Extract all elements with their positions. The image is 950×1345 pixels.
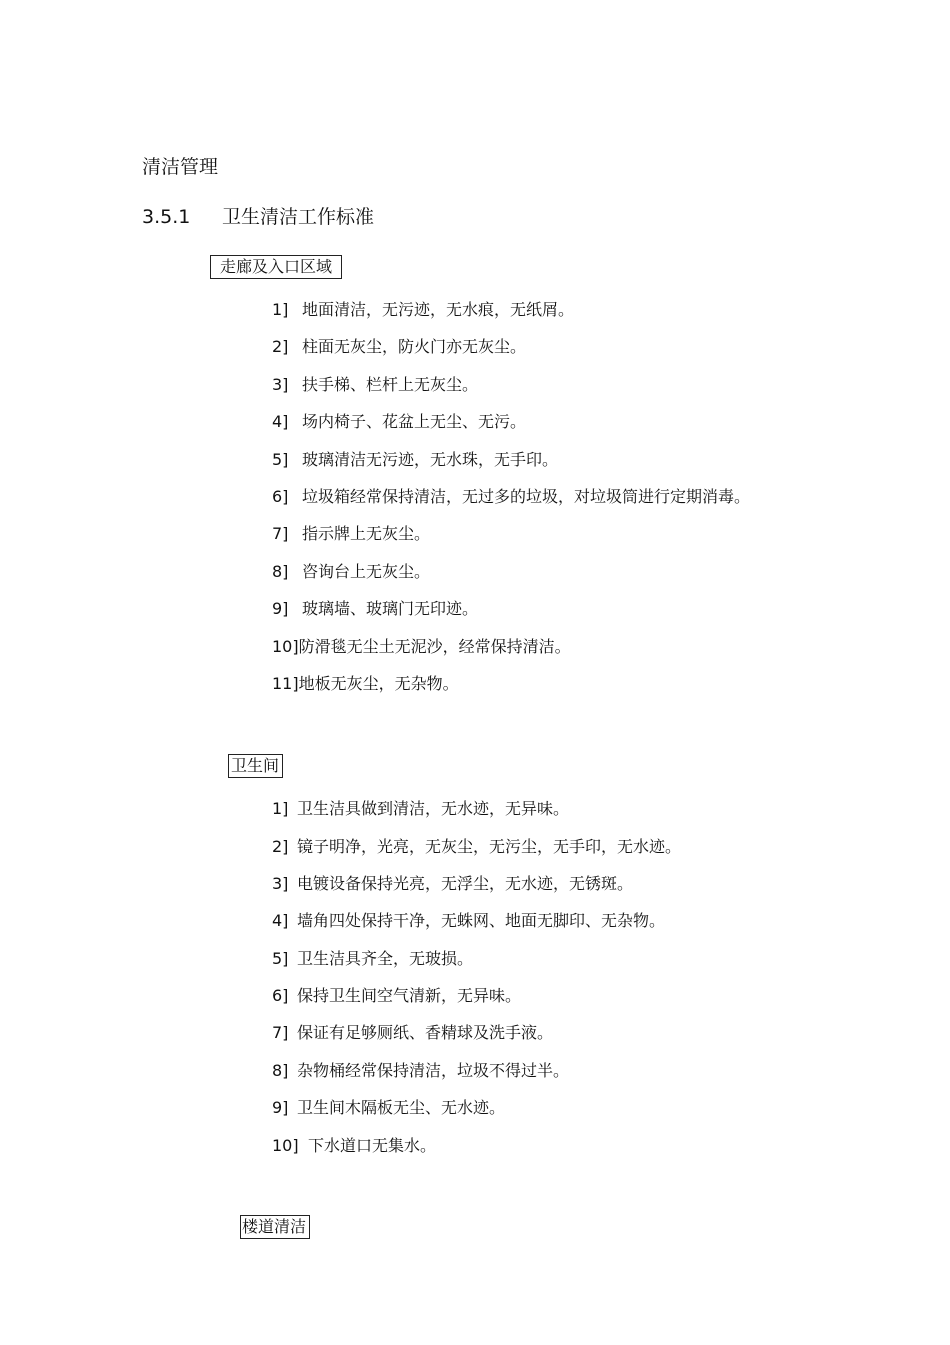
list-item: 2] 镜子明净，光亮，无灰尘，无污尘，无手印，无水迹。	[272, 837, 682, 856]
restroom-box-label: 卫生间	[228, 754, 283, 778]
section-number: 3.5.1	[142, 206, 191, 228]
list-item: 11]地板无灰尘，无杂物。	[272, 674, 459, 693]
list-item: 1] 卫生洁具做到清洁，无水迹，无异味。	[272, 799, 570, 818]
list-item: 8] 杂物桶经常保持清洁，垃圾不得过半。	[272, 1061, 570, 1080]
section-heading	[142, 205, 374, 229]
list-item: 5] 卫生洁具齐全，无玻损。	[272, 949, 474, 968]
list-item: 4] 墙角四处保持干净，无蛛网、地面无脚印、无杂物。	[272, 911, 666, 930]
list-item: 6] 垃圾箱经常保持清洁，无过多的垃圾，对垃圾筒进行定期消毒。	[272, 487, 751, 506]
list-item: 7] 指示牌上无灰尘。	[272, 524, 431, 543]
list-item: 3] 电镀设备保持光亮，无浮尘，无水迹，无锈斑。	[272, 874, 634, 893]
list-item: 1] 地面清洁，无污迹，无水痕，无纸屑。	[272, 300, 575, 319]
list-item: 7] 保证有足够厕纸、香精球及洗手液。	[272, 1023, 554, 1042]
list-item: 2] 柱面无灰尘，防火门亦无灰尘。	[272, 337, 527, 356]
stairwell-box-label: 楼道清洁	[240, 1215, 310, 1239]
list-item: 8] 咨询台上无灰尘。	[272, 562, 431, 581]
list-item: 5] 玻璃清洁无污迹，无水珠，无手印。	[272, 450, 559, 469]
corridor-box-label: 走廊及入口区域	[210, 255, 342, 279]
section-label: 卫生清洁工作标准	[222, 206, 375, 228]
list-item: 6] 保持卫生间空气清新，无异味。	[272, 986, 522, 1005]
list-item: 9] 玻璃墙、玻璃门无印迹。	[272, 599, 479, 618]
list-item: 9] 卫生间木隔板无尘、无水迹。	[272, 1098, 506, 1117]
list-item: 3] 扶手梯、栏杆上无灰尘。	[272, 375, 479, 394]
list-item: 10] 下水道口无集水。	[272, 1136, 437, 1155]
list-item: 10]防滑毯无尘土无泥沙，经常保持清洁。	[272, 637, 571, 656]
page-title: 清洁管理	[142, 156, 219, 178]
list-item: 4] 场内椅子、花盆上无尘、无污。	[272, 412, 527, 431]
